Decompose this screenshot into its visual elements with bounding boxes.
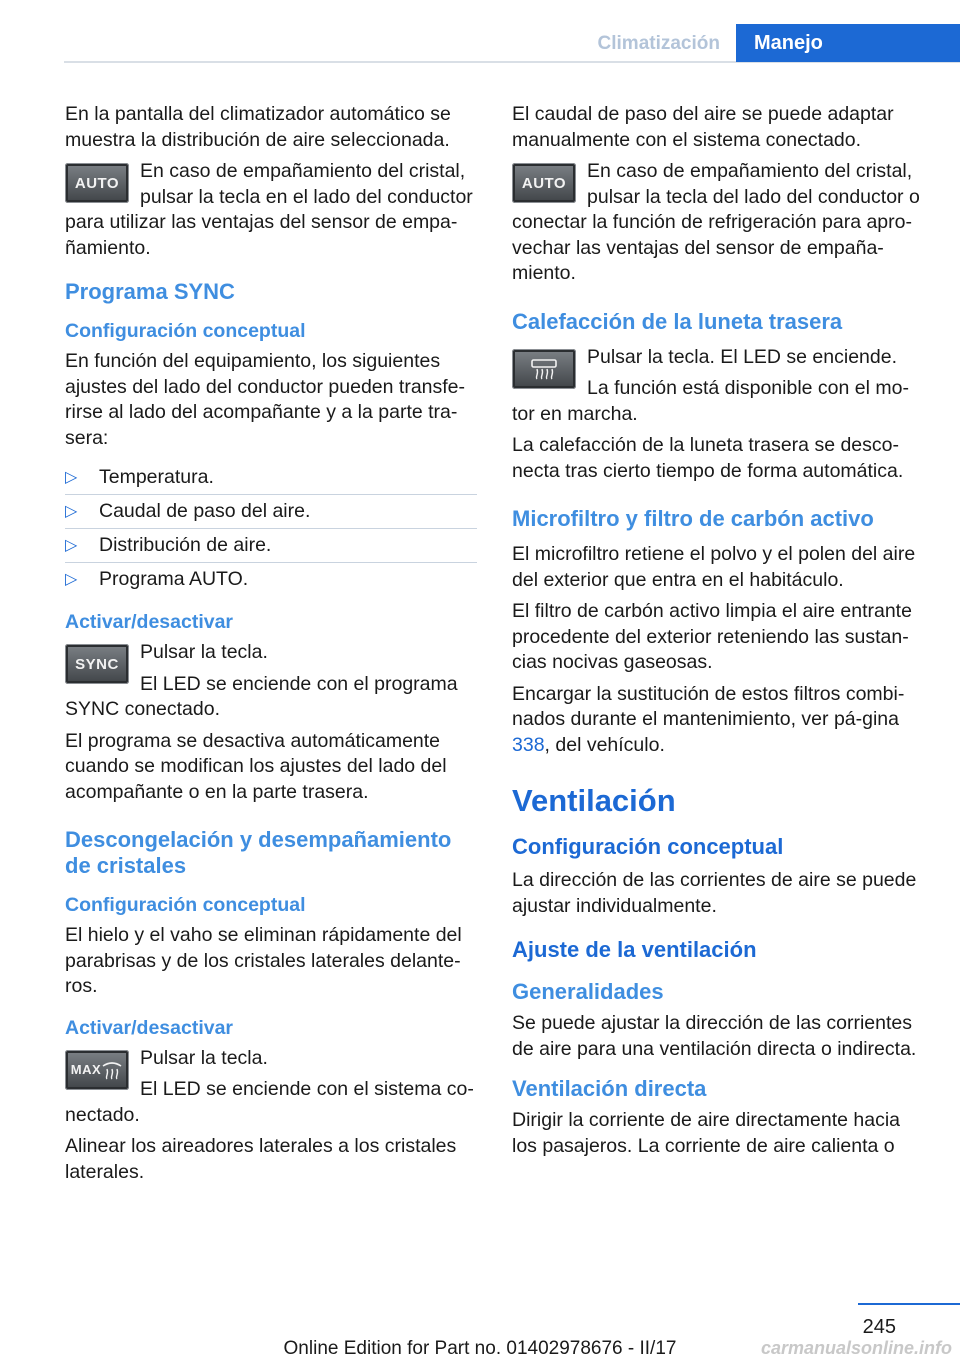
auto-block — [65, 159, 477, 261]
subsection-heading: Configuración conceptual — [65, 894, 306, 916]
list-item — [65, 494, 477, 528]
triangle-right-icon: ▷ — [65, 469, 78, 486]
header-section: Climatización — [597, 33, 720, 54]
auto-key-icon: AUTO — [512, 163, 576, 203]
paragraph: El caudal de paso del aire se puede adaptar manualmente con el sistema conectado. — [512, 103, 894, 151]
edition-footer: Online Edition for Part no. 01402978676 - II/17 — [283, 1338, 677, 1359]
paragraph: El programa se desactiva automáticamente cuando se modifican los ajustes del lado del acompañante o en la parte trasera. — [65, 729, 447, 803]
paragraph: En función del equipamiento, los siguientes ajustes del lado del conductor pueden transfe-rirse al lado del acompañante y a la parte tra-sera: — [65, 350, 466, 449]
auto-key-icon: AUTO — [65, 163, 129, 203]
paragraph: El microfiltro retiene el polvo y el polen del aire del exterior que entra en el habitáculo. — [512, 543, 916, 591]
text-run: Encargar la sustitución de estos filtros combi-nados durante el mantenimiento, ver pá-gina — [512, 682, 905, 730]
subsection-heading: Activar/desactivar — [65, 611, 234, 633]
paragraph: Pulsar la tecla. — [140, 1046, 268, 1069]
page-number-rule — [858, 1303, 960, 1305]
subsection-heading: Activar/desactivar — [65, 1016, 234, 1039]
sync-block — [65, 640, 477, 723]
section-heading: Calefacción de la luneta trasera — [512, 308, 843, 334]
triangle-right-icon: ▷ — [65, 537, 78, 554]
section-heading: Ajuste de la ventilación — [512, 937, 757, 962]
paragraph: El hielo y el vaho se eliminan rápidamente del parabrisas y de los cristales laterales delante-ros. — [65, 924, 462, 997]
list-item-text: Caudal de paso del aire. — [99, 500, 311, 522]
subsection-heading: Generalidades — [512, 979, 664, 1004]
paragraph: En caso de empañamiento del cristal, pulsar la tecla en el lado del conductor para utilizar las ventajas del sensor de empa-ñamiento. — [65, 160, 473, 259]
left-column — [65, 102, 477, 1191]
windshield-defrost-icon — [101, 1060, 123, 1080]
page-link[interactable]: 338 — [512, 733, 545, 756]
rear-defrost-icon — [529, 358, 559, 380]
paragraph — [512, 682, 924, 759]
section-heading: Microfiltro y filtro de carbón activo — [512, 506, 874, 531]
list-item — [65, 528, 477, 562]
max-label: MAX — [70, 1062, 102, 1077]
paragraph: El LED se enciende con el programa SYNC conectado. — [65, 672, 458, 720]
subsection-heading: Ventilación directa — [512, 1076, 707, 1101]
text-run: , del vehículo. — [544, 733, 665, 756]
subsection-heading: Configuración conceptual — [65, 320, 306, 342]
triangle-right-icon: ▷ — [65, 571, 78, 588]
paragraph: Pulsar la tecla. — [140, 641, 268, 663]
triangle-right-icon: ▷ — [65, 503, 78, 520]
paragraph: Pulsar la tecla. El LED se enciende. — [587, 345, 898, 368]
sync-key-icon: SYNC — [65, 644, 129, 684]
list-item-text: Distribución de aire. — [99, 534, 272, 556]
auto-block-right — [512, 159, 924, 287]
paragraph: En la pantalla del climatizador automático se muestra la distribución de aire seleccionada. — [65, 103, 451, 151]
rear-window-defrost-key-icon — [512, 349, 576, 389]
max-block — [65, 1046, 477, 1129]
header-tab: Manejo — [736, 24, 960, 62]
section-heading: Configuración conceptual — [512, 834, 784, 859]
paragraph: La dirección de las corrientes de aire se puede ajustar individualmente. — [512, 869, 917, 917]
paragraph: La función está disponible con el mo-tor en marcha. — [512, 377, 909, 425]
page-number: 245 — [862, 1316, 896, 1338]
list-item — [65, 562, 477, 596]
paragraph: En caso de empañamiento del cristal, pulsar la tecla del lado del conductor o conectar la función de refrigeración para apro-vechar las ventajas del sensor de empaña-miento. — [512, 160, 920, 284]
section-heading: Programa SYNC — [65, 279, 235, 304]
list-item-text: Temperatura. — [99, 466, 214, 488]
paragraph: El filtro de carbón activo limpia el aire entrante procedente del exterior reteniendo las sustan-cias nocivas gaseosas. — [512, 600, 912, 673]
paragraph: Dirigir la corriente de aire directamente hacia los pasajeros. La corriente de aire calienta o — [512, 1109, 901, 1157]
list-item — [65, 461, 477, 494]
watermark: carmanualsonline.info — [760, 1338, 952, 1358]
rear-defrost-block — [512, 345, 924, 428]
chapter-heading: Ventilación — [512, 783, 676, 818]
list-item-text: Programa AUTO. — [99, 568, 249, 590]
paragraph: Se puede ajustar la dirección de las corrientes de aire para una ventilación directa o indirecta. — [512, 1012, 917, 1060]
paragraph: El LED se enciende con el sistema co-nectado. — [65, 1078, 474, 1126]
paragraph: La calefacción de la luneta trasera se desco-necta tras cierto tiempo de forma automática. — [512, 434, 904, 482]
max-defrost-key-icon — [65, 1050, 129, 1090]
bullet-list — [65, 461, 477, 596]
section-heading: Descongelación y desempañamiento de cristales — [65, 827, 452, 878]
right-column — [512, 102, 924, 1165]
paragraph: Alinear los aireadores laterales a los cristales laterales. — [65, 1135, 457, 1183]
